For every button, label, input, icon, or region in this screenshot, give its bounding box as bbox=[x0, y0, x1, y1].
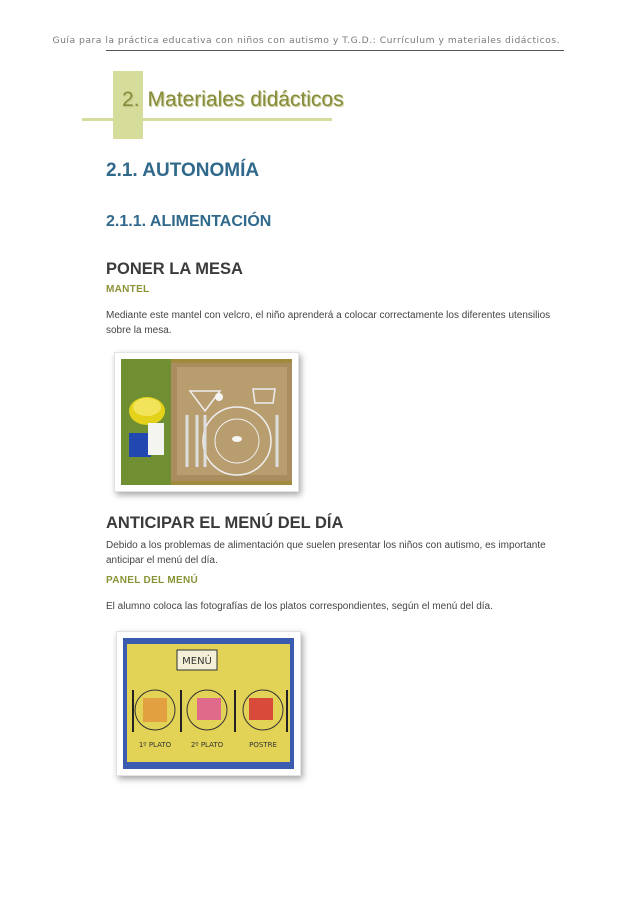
heading-alimentacion: 2.1.1. ALIMENTACIÓN bbox=[106, 213, 272, 230]
placemat-photo bbox=[114, 352, 299, 492]
subheading-panel-menu: PANEL DEL MENÚ bbox=[106, 575, 198, 586]
menu-panel-photo bbox=[116, 631, 301, 776]
subheading-mantel: MANTEL bbox=[106, 284, 150, 295]
menu-label-1: 1º PLATO bbox=[138, 741, 172, 749]
menu-sign-text: MENÚ bbox=[182, 656, 212, 667]
menu-label-2: 2º PLATO bbox=[190, 741, 224, 749]
heading-anticipar-menu: ANTICIPAR EL MENÚ DEL DÍA bbox=[106, 514, 344, 532]
menu-label-3: POSTRE bbox=[249, 741, 277, 749]
paragraph-mantel: Mediante este mantel con velcro, el niño aprenderá a colocar correctamente los diferentes utensilios sobre la mesa. bbox=[106, 310, 551, 336]
section-title-text: Materiales didácticos bbox=[147, 88, 344, 111]
section-title bbox=[122, 88, 344, 112]
section-accent-line bbox=[82, 118, 332, 121]
paragraph-panel-menu: El alumno coloca las fotografías de los platos correspondientes, según el menú del día. bbox=[106, 601, 493, 612]
heading-poner-la-mesa: PONER LA MESA bbox=[106, 260, 243, 278]
running-header bbox=[52, 32, 564, 51]
running-header-text: Guía para la práctica educativa con niños con autismo y T.G.D.: Currículum y materiales didácticos. bbox=[52, 35, 560, 46]
heading-autonomia: 2.1. AUTONOMÍA bbox=[106, 160, 260, 181]
section-number: 2. bbox=[122, 88, 140, 111]
paragraph-anticipar: Debido a los problemas de alimentación que suelen presentar los niños con autismo, es importante anticipar el menú del día. bbox=[106, 540, 546, 566]
